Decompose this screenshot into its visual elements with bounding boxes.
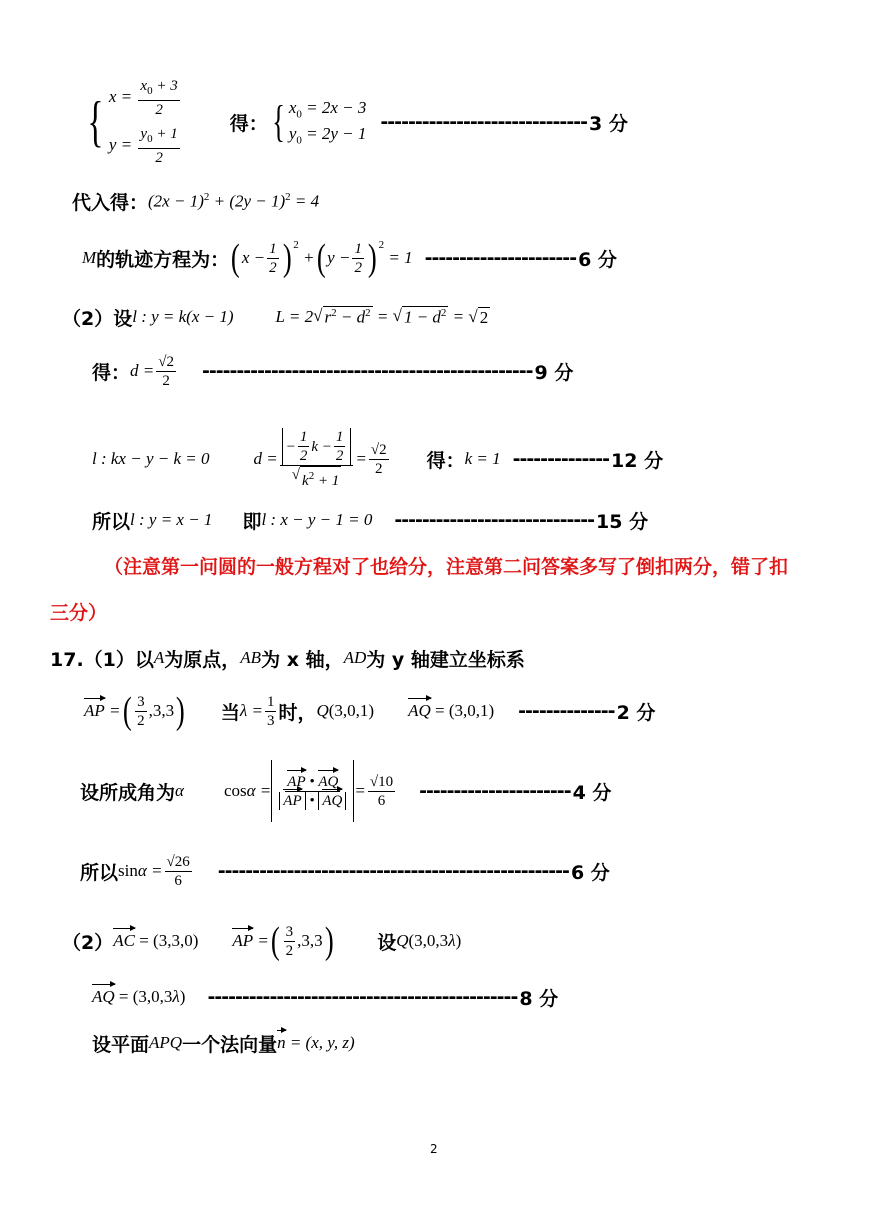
line-l-eq: l : y = k(x − 1) (132, 307, 234, 326)
sym-AD: AD (343, 648, 367, 667)
label-guiji: 的轨迹方程为： (96, 248, 230, 271)
q17-part2-row (62, 916, 461, 966)
grading-note-line1: （注意第一问圆的一般方程对了也给分，注意第二问答案多写了倒扣两分，错了扣 (104, 555, 789, 578)
vector-AC: AC = (3,3,0) (113, 931, 199, 950)
conclusion-row (92, 505, 648, 535)
points-q4: 4 分 (572, 781, 612, 804)
left-brace-2: { (271, 97, 285, 146)
plane-APQ: APQ (149, 1033, 183, 1052)
label-suoyi: 所以 (92, 510, 131, 533)
answer-l-general: l : x − y − 1 = 0 (261, 510, 373, 529)
q17-b: 为原点， (164, 648, 241, 671)
points-q6: 6 分 (570, 861, 610, 884)
points-15: 15 分 (596, 510, 649, 533)
label-daide: 代入得： (72, 191, 149, 214)
d-row (92, 346, 573, 396)
vector-AP: AP = ( $\frac{3}{2}$ ,3,3 ) (84, 690, 185, 732)
points-6: 6 分 (578, 248, 617, 271)
dash-leader: -------------- (512, 448, 610, 470)
points-12: 12 分 (611, 449, 664, 472)
label-sheQ: 设 (377, 931, 397, 954)
cos-row (80, 756, 611, 826)
cos-formula: cos α = AP • AQ AP • AQ = $\frac{√10}{6}$ (224, 760, 397, 822)
chord-length-eq: L = 2 √ $r^2 - d^2$ = √ $1 - d^2$ = √ 2 (275, 306, 489, 327)
vector-AQ: AQ = (3,0,1) (408, 701, 495, 720)
distance-row (92, 416, 663, 502)
dash-leader: ----------------------------- (394, 509, 595, 531)
ap-row (84, 686, 655, 736)
eq-system-row (82, 72, 628, 172)
label-de: 得： (229, 112, 268, 135)
point-Q-lambda: Q(3,0,3λ) (396, 931, 462, 950)
q17-heading (50, 643, 525, 673)
left-brace: { (87, 91, 104, 153)
grading-note-line2: 三分） (50, 601, 108, 624)
q17-c: 为 x 轴， (261, 648, 344, 671)
dash-leader: --------------------------------------------- (207, 986, 518, 1008)
equation-substituted: $(2x - 1)^2 + (2y - 1)^2 = 4$ (148, 190, 320, 211)
substitute-row (72, 186, 319, 216)
locus-equation: ( x − $\frac{1}{2}$ ) 2 + ( y − $\frac{1}{2}$ ) 2 = 1 (231, 237, 413, 279)
dash-leader: -------------- (518, 700, 615, 722)
label-dang: 当 (220, 701, 240, 724)
sin-row (80, 846, 610, 896)
line-l-general: l : kx − y − k = 0 (92, 449, 210, 468)
label-ji: 即 (242, 510, 262, 533)
label-part2: （2）设 (62, 307, 133, 330)
vector-AP-2: AP = ( $\frac{3}{2}$ ,3,3 ) (232, 920, 334, 962)
sym-alpha: α (175, 781, 184, 800)
label-shi: 时， (278, 701, 317, 724)
q17-d: 为 y 轴建立坐标系 (366, 648, 525, 671)
label-suoyi2: 所以 (80, 861, 119, 884)
dash-leader: ------------------------------------------------ (201, 360, 533, 382)
dash-leader: ---------------------- (424, 247, 577, 269)
dash-leader: --------------------------------------------------- (217, 860, 569, 882)
points-3: 3 分 (588, 112, 628, 135)
label-part2b: （2） (62, 931, 114, 954)
vector-AQ-lambda: AQ = (3,0,3λ) (92, 987, 186, 1006)
sym-A: A (153, 648, 165, 667)
q17-a: 17.（1）以 (50, 648, 154, 671)
points-q8: 8 分 (519, 987, 559, 1010)
label-sheping: 设平面 (92, 1033, 150, 1056)
label-shesuo: 设所成角为 (80, 781, 176, 804)
dash-leader: ------------------------------ (380, 111, 587, 133)
dash-leader: ---------------------- (419, 780, 571, 802)
k-value: k = 1 (464, 449, 501, 468)
aq-row (92, 982, 558, 1012)
page-number: 2 (430, 1142, 438, 1156)
system-midpoint: x = $\frac{x_0 + 3}{2}$ y = $\frac{y_0 + 1}{2}$ (108, 78, 178, 166)
point-M: M (82, 248, 97, 267)
d-value: d = $\frac{√2}{2}$ (130, 353, 174, 389)
sym-AB: AB (240, 648, 262, 667)
system-solved: $x_0 = 2x - 3$ $y_0 = 2y - 1$ (288, 97, 367, 147)
normal-row (92, 1028, 355, 1058)
lambda-value: λ = $\frac{1}{3}$ (239, 693, 275, 729)
sin-value: sin α = $\frac{√26}{6}$ (118, 853, 190, 889)
points-9: 9 分 (534, 361, 574, 384)
label-sheping-b: 一个法向量 (182, 1033, 278, 1056)
part2-row (62, 302, 490, 332)
label-de3: 得： (426, 449, 465, 472)
point-Q: Q(3,0,1) (316, 701, 375, 720)
answer-l: l : y = x − 1 (130, 510, 213, 529)
label-de2: 得： (92, 361, 131, 384)
distance-formula: d = − $\frac{1}{2}$ k − $\frac{1}{2}$ √ $k^2 + 1$ = $\frac{√2}{2}$ (253, 429, 387, 489)
normal-vector: n = (x, y, z) (277, 1033, 355, 1052)
points-q2: 2 分 (616, 701, 656, 724)
locus-row (82, 232, 617, 284)
